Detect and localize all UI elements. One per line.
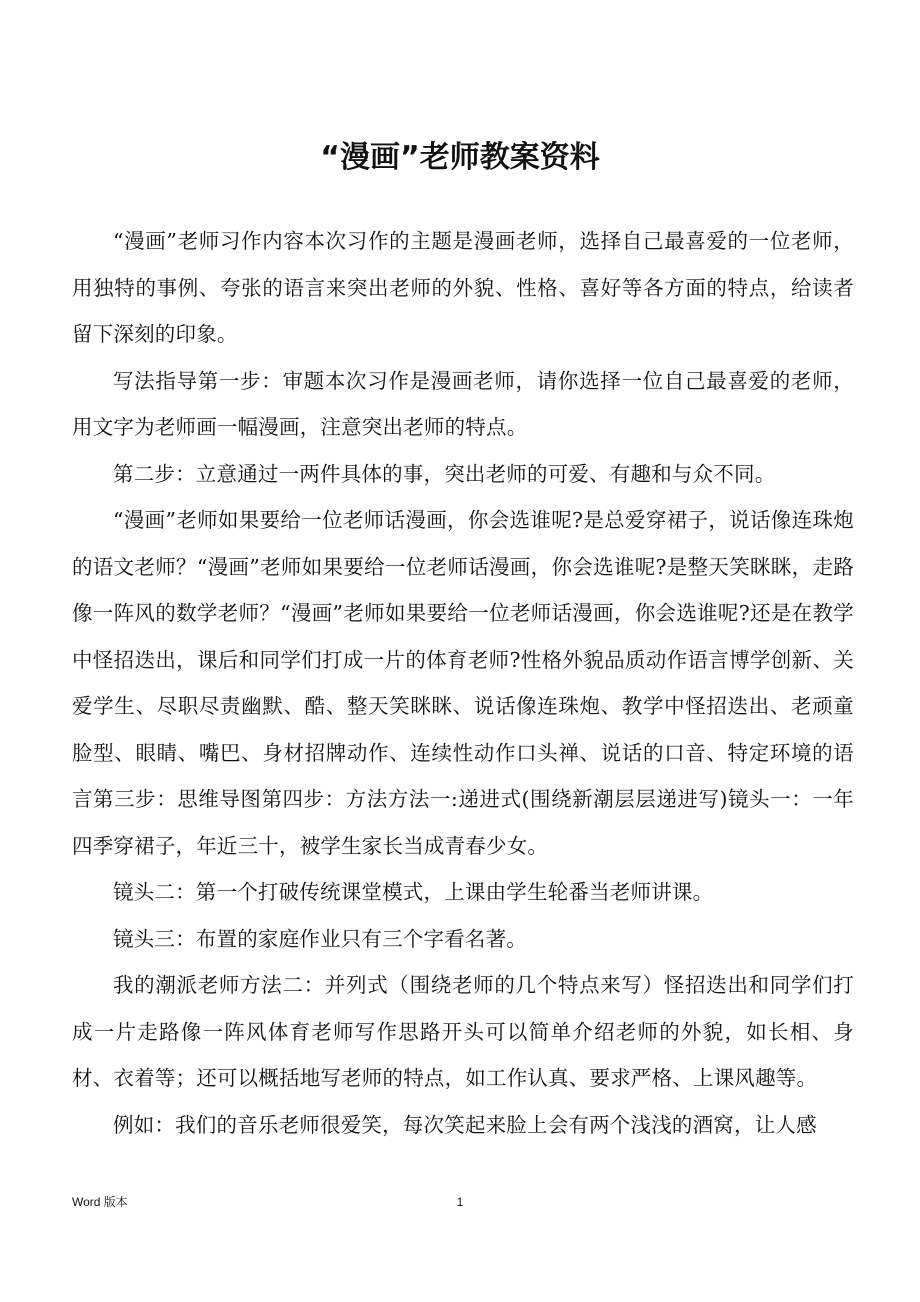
paragraph-shot-two: 镜头二：第一个打破传统课堂模式，上课由学生轮番当老师讲课。	[113, 880, 714, 904]
paragraph-example-music: 例如：我们的音乐老师很爱笑，每次笑起来脸上会有两个浅浅的酒窝，让人感	[113, 1112, 817, 1137]
page-number: 1	[456, 1195, 464, 1209]
page-title: “漫画”老师教案资料	[320, 140, 600, 175]
document-body	[72, 218, 854, 1148]
paragraph-step-one: 写法指导第一步：审题本次习作是漫画老师，请你选择一位自己最喜爱的老师，用文字为老师画一幅漫画，注意突出老师的特点。	[72, 368, 854, 439]
paragraph-step-two: 第二步：立意通过一两件具体的事，突出老师的可爱、有趣和与众不同。	[113, 461, 776, 486]
paragraph-method-two: 我的潮派老师方法二：并列式（围绕老师的几个特点来写）怪招迭出和同学们打成一片走路像一阵风体育老师写作思路开头可以简单介绍老师的外貌，如长相、身材、衣着等；还可以概括地写老师的特点，如工作认真、要求严格、上课风趣等。	[72, 973, 854, 1090]
paragraph-shot-three: 镜头三：布置的家庭作业只有三个字看名著。	[113, 926, 527, 951]
paragraph-examples: “漫画”老师如果要给一位老师话漫画，你会选谁呢?是总爱穿裙子，说话像连珠炮的语文老师？“漫画”老师如果要给一位老师话漫画，你会选谁呢?是整天笑眯眯，走路像一阵风的数学老师？“漫画”老师如果要给一位老师话漫画，你会选谁呢?还是在教学中怪招迭出，课后和同学们打成一片的体育老师?性格外貌品质动作语言博学创新、关爱学生、尽职尽责幽默、酷、整天笑眯眯、说话像连珠炮、教学中怪招迭出、老顽童脸型、眼睛、嘴巴、身材招牌动作、连续性动作口头禅、说话的口音、特定环境的语言第三步：思维导图第四步：方法方法一:递进式(围绕新潮层层递进写)镜头一：一年四季穿裙子，年近三十，被学生家长当成青春少女。	[72, 508, 854, 858]
footer-label: Word 版本	[72, 1195, 128, 1209]
paragraph-intro: “漫画”老师习作内容本次习作的主题是漫画老师，选择自己最喜爱的一位老师，用独特的事例、夸张的语言来突出老师的外貌、性格、喜好等各方面的特点，给读者留下深刻的印象。	[72, 229, 854, 346]
